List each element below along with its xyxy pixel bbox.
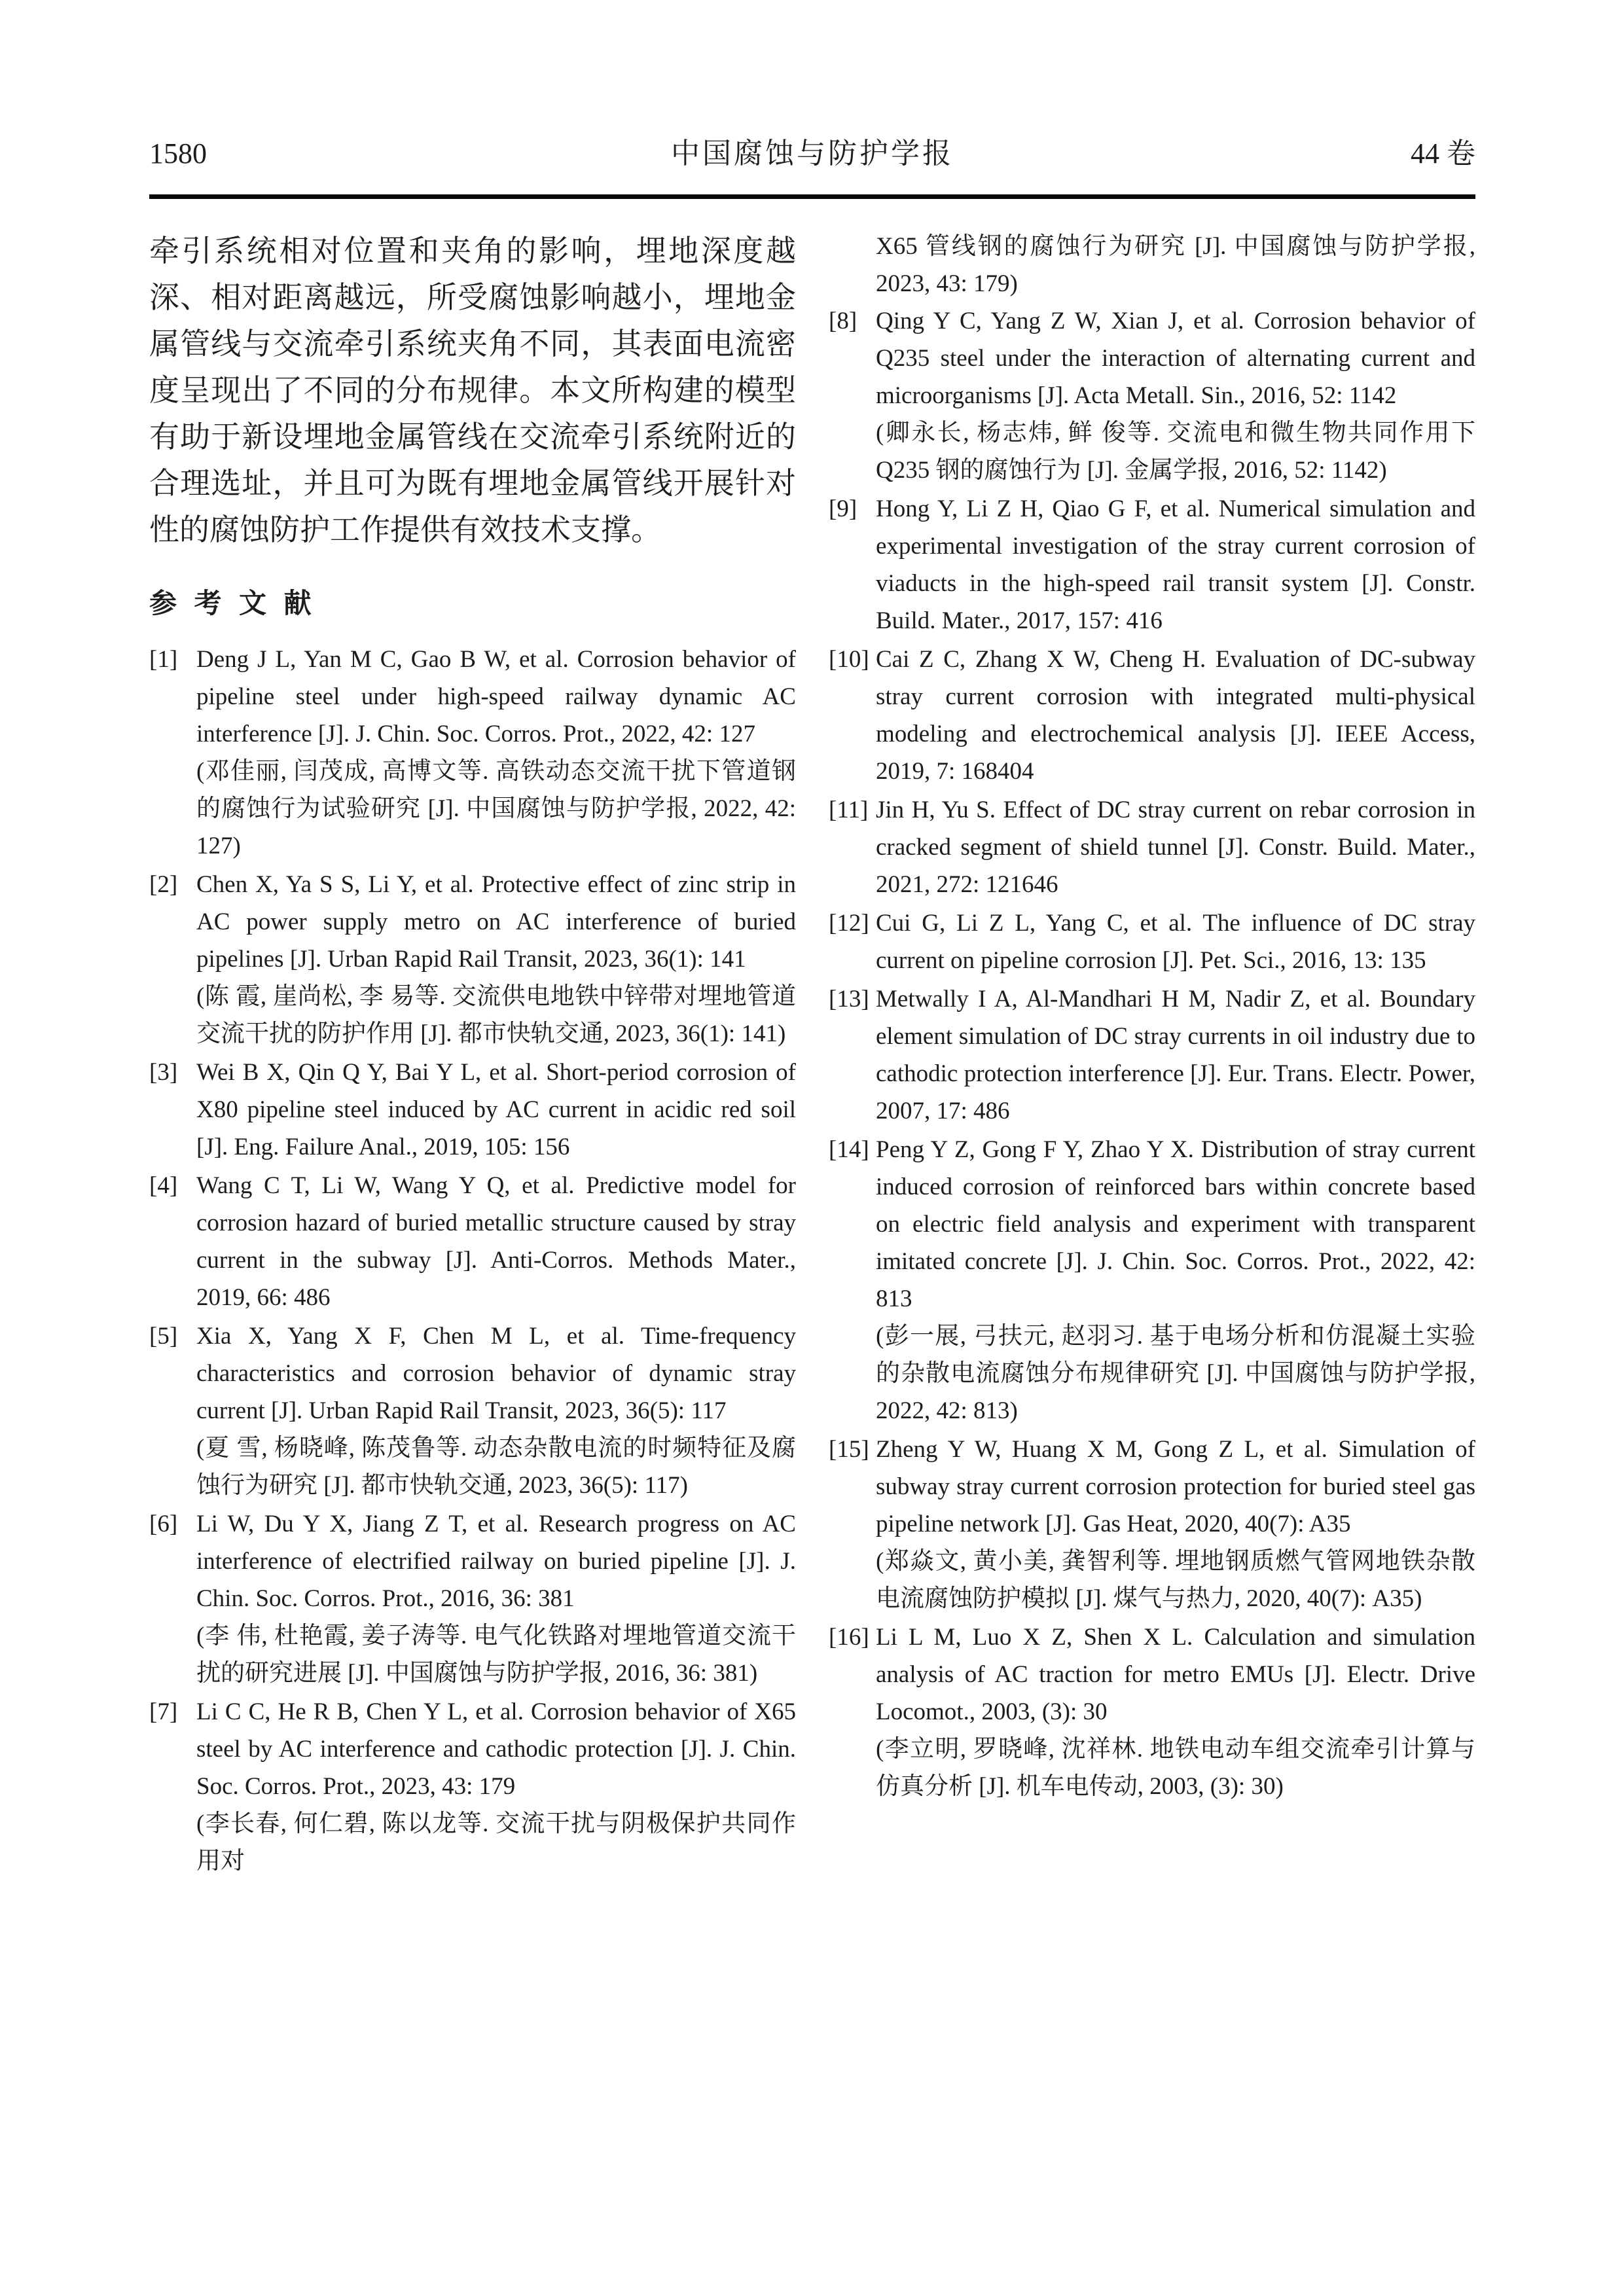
ref-citation-en: Peng Y Z, Gong F Y, Zhao Y X. Distribution of stray current induced corrosion of reinforced bars within concrete based on electric field analysis and experiment with transparent imitated concrete [J]. J. Chin. Soc. Corros. Prot., 2022, 42: 813 bbox=[876, 1136, 1475, 1312]
ref-label: [8] bbox=[829, 308, 857, 334]
journal-title: 中国腐蚀与防护学报 bbox=[671, 137, 954, 170]
ref-label: [13] bbox=[829, 986, 869, 1013]
ref-citation-en: Chen X, Ya S S, Li Y, et al. Protective effect of zinc strip in AC power supply metro on AC interference of buried pipelines [J]. Urban Rapid Rail Transit, 2023, 36(1): 141 bbox=[196, 871, 796, 973]
reference-continuation: X65 管线钢的腐蚀行为研究 [J]. 中国腐蚀与防护学报, 2023, 43: 179) bbox=[876, 233, 1475, 297]
reference-item bbox=[149, 1505, 796, 1692]
volume-label: 44 卷 bbox=[1411, 137, 1475, 170]
ref-citation-en: Wang C T, Li W, Wang Y Q, et al. Predictive model for corrosion hazard of buried metallic structure caused by stray current in the subway [J]. Anti-Corros. Methods Mater., 2019, 66: 486 bbox=[196, 1172, 796, 1311]
references-heading: 参 考 文 献 bbox=[149, 589, 317, 619]
ref-citation-en: Li C C, He R B, Chen Y L, et al. Corrosion behavior of X65 steel by AC interference and cathodic protection [J]. J. Chin. Soc. Corros. Prot., 2023, 43: 179 bbox=[196, 1698, 796, 1800]
ref-citation-en: Deng J L, Yan M C, Gao B W, et al. Corrosion behavior of pipeline steel under high-speed railway dynamic AC interference [J]. J. Chin. Soc. Corros. Prot., 2022, 42: 127 bbox=[196, 646, 796, 747]
ref-label: [12] bbox=[829, 910, 869, 937]
ref-label: [4] bbox=[149, 1172, 178, 1199]
ref-citation-en: Cai Z C, Zhang X W, Cheng H. Evaluation of DC-subway stray current corrosion with integrated multi-physical modeling and electrochemical analysis [J]. IEEE Access, 2019, 7: 168404 bbox=[876, 646, 1475, 785]
ref-citation-en: Qing Y C, Yang Z W, Xian J, et al. Corrosion behavior of Q235 steel under the interaction of alternating current and microorganisms [J]. Acta Metall. Sin., 2016, 52: 1142 bbox=[876, 308, 1475, 409]
reference-item bbox=[149, 1167, 796, 1316]
references-list-left bbox=[149, 641, 796, 1880]
ref-citation-zh: (卿永长, 杨志炜, 鲜 俊等. 交流电和微生物共同作用下 Q235 钢的腐蚀行为 [J]. 金属学报, 2016, 52: 1142) bbox=[876, 420, 1475, 484]
ref-label: [11] bbox=[829, 797, 869, 823]
ref-citation-zh: (李立明, 罗晓峰, 沈祥林. 地铁电动车组交流牵引计算与仿真分析 [J]. 机车电传动, 2003, (3): 30) bbox=[876, 1736, 1475, 1800]
reference-item bbox=[829, 1131, 1475, 1429]
reference-item bbox=[149, 641, 796, 865]
intro-paragraph: 牵引系统相对位置和夹角的影响，埋地深度越深、相对距离越远，所受腐蚀影响越小，埋地金属管线与交流牵引系统夹角不同，其表面电流密度呈现出了不同的分布规律。本文所构建的模型有助于新设埋地金属管线在交流牵引系统附近的合理选址，并且可为既有埋地金属管线开展针对性的腐蚀防护工作提供有效技术支撑。 bbox=[149, 234, 796, 547]
ref-citation-en: Li L M, Luo X Z, Shen X L. Calculation and simulation analysis of AC traction for metro EMUs [J]. Electr. Drive Locomot., 2003, (3): 30 bbox=[876, 1624, 1475, 1725]
ref-citation-en: Xia X, Yang X F, Chen M L, et al. Time-frequency characteristics and corrosion behavior of dynamic stray current [J]. Urban Rapid Rail Transit, 2023, 36(5): 117 bbox=[196, 1323, 796, 1424]
reference-item bbox=[829, 1619, 1475, 1805]
ref-label: [2] bbox=[149, 871, 178, 898]
ref-label: [15] bbox=[829, 1436, 869, 1463]
ref-citation-en: Wei B X, Qin Q Y, Bai Y L, et al. Short-period corrosion of X80 pipeline steel induced by AC current in acidic red soil [J]. Eng. Failure Anal., 2019, 105: 156 bbox=[196, 1059, 796, 1160]
ref-label: [7] bbox=[149, 1698, 178, 1725]
reference-item bbox=[829, 490, 1475, 639]
page-number: 1580 bbox=[149, 137, 207, 170]
ref-citation-en: Li W, Du Y X, Jiang Z T, et al. Research progress on AC interference of electrified railway on buried pipeline [J]. J. Chin. Soc. Corros. Prot., 2016, 36: 381 bbox=[196, 1511, 796, 1612]
reference-item bbox=[149, 1693, 796, 1880]
reference-item bbox=[829, 1431, 1475, 1617]
right-column bbox=[829, 228, 1475, 1881]
reference-item bbox=[149, 866, 796, 1052]
ref-citation-zh: (夏 雪, 杨晓峰, 陈茂鲁等. 动态杂散电流的时频特征及腐蚀行为研究 [J]. 都市快轨交通, 2023, 36(5): 117) bbox=[196, 1435, 796, 1499]
ref-label: [14] bbox=[829, 1136, 869, 1163]
ref-label: [6] bbox=[149, 1511, 178, 1537]
ref-label: [3] bbox=[149, 1059, 178, 1086]
ref-label: [16] bbox=[829, 1624, 869, 1651]
reference-item bbox=[829, 302, 1475, 489]
ref-label: [9] bbox=[829, 495, 857, 522]
ref-citation-zh: (郑焱文, 黄小美, 龚智利等. 埋地钢质燃气管网地铁杂散电流腐蚀防护模拟 [J]. 煤气与热力, 2020, 40(7): A35) bbox=[876, 1548, 1475, 1612]
ref-citation-zh: (陈 霞, 崖尚松, 李 易等. 交流供电地铁中锌带对埋地管道交流干扰的防护作用 [J]. 都市快轨交通, 2023, 36(1): 141) bbox=[196, 983, 796, 1047]
ref-citation-en: Hong Y, Li Z H, Qiao G F, et al. Numerical simulation and experimental investigation of the stray current corrosion of viaducts in the high-speed rail transit system [J]. Constr. Build. Mater., 2017, 157: 416 bbox=[876, 495, 1475, 634]
reference-item bbox=[829, 791, 1475, 903]
ref-citation-zh: (邓佳丽, 闫茂成, 高博文等. 高铁动态交流干扰下管道钢的腐蚀行为试验研究 [J]. 中国腐蚀与防护学报, 2022, 42: 127) bbox=[196, 758, 796, 859]
ref-citation-zh: (李长春, 何仁碧, 陈以龙等. 交流干扰与阴极保护共同作用对 bbox=[196, 1810, 796, 1874]
page-header bbox=[149, 130, 1475, 171]
left-column bbox=[149, 228, 796, 1881]
ref-citation-en: Zheng Y W, Huang X M, Gong Z L, et al. Simulation of subway stray current corrosion protection for buried steel gas pipeline network [J]. Gas Heat, 2020, 40(7): A35 bbox=[876, 1436, 1475, 1537]
ref-citation-en: Cui G, Li Z L, Yang C, et al. The influence of DC stray current on pipeline corrosion [J]. Pet. Sci., 2016, 13: 135 bbox=[876, 910, 1475, 974]
reference-item bbox=[829, 905, 1475, 979]
reference-item bbox=[149, 1054, 796, 1166]
header-rule bbox=[149, 194, 1475, 199]
ref-citation-en: Metwally I A, Al-Mandhari H M, Nadir Z, et al. Boundary element simulation of DC stray currents in oil industry due to cathodic protection interference [J]. Eur. Trans. Electr. Power, 2007, 17: 486 bbox=[876, 986, 1475, 1124]
reference-item bbox=[829, 641, 1475, 790]
two-column-body bbox=[149, 228, 1475, 1881]
ref-label: [5] bbox=[149, 1323, 178, 1350]
ref-citation-zh: (彭一展, 弓扶元, 赵羽习. 基于电场分析和仿混凝土实验的杂散电流腐蚀分布规律研究 [J]. 中国腐蚀与防护学报, 2022, 42: 813) bbox=[876, 1323, 1475, 1424]
reference-item bbox=[149, 1318, 796, 1504]
ref-label: [10] bbox=[829, 646, 869, 673]
ref-citation-en: Jin H, Yu S. Effect of DC stray current on rebar corrosion in cracked segment of shield tunnel [J]. Constr. Build. Mater., 2021, 272: 121646 bbox=[876, 797, 1475, 898]
references-list-right bbox=[829, 302, 1475, 1805]
ref-citation-zh: (李 伟, 杜艳霞, 姜子涛等. 电气化铁路对埋地管道交流干扰的研究进展 [J]. 中国腐蚀与防护学报, 2016, 36: 381) bbox=[196, 1623, 796, 1687]
reference-item bbox=[829, 980, 1475, 1130]
ref-label: [1] bbox=[149, 646, 178, 673]
